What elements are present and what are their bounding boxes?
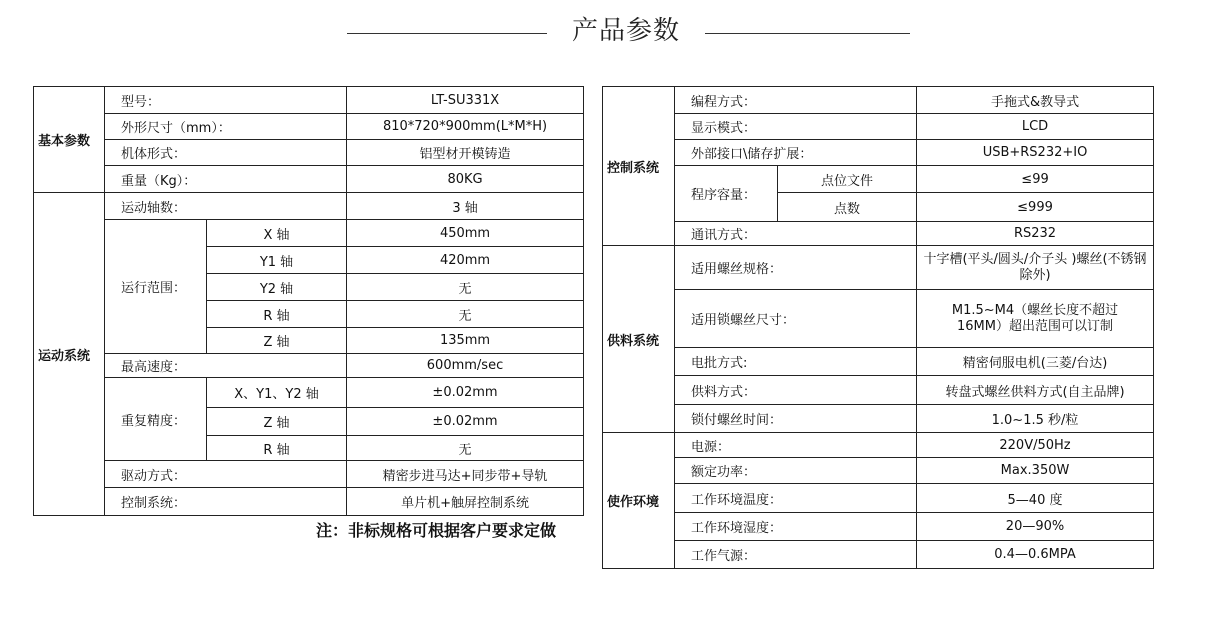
control-value: 单片机+触屏控制系统 (347, 488, 584, 516)
weight-label: 重量（Kg）： (105, 166, 347, 193)
capacity-value: ≤999 (917, 193, 1154, 222)
repeat-value: ±0.02mm (347, 378, 584, 408)
range-value: 135mm (347, 328, 584, 354)
custom-spec-note: 注：非标规格可根据客户要求定做 (316, 521, 557, 540)
table-row (34, 220, 584, 247)
repeat-value: 无 (347, 436, 584, 461)
size-value: 810*720*900mm(L*M*H) (347, 114, 584, 140)
comm-value: RS232 (917, 222, 1154, 246)
screw-size-value: M1.5~M4（螺丝长度不超过16MM）超出范围可以订制 (917, 290, 1154, 348)
prog-label: 编程方式： (675, 87, 917, 114)
range-axis: Z 轴 (207, 328, 347, 354)
feed-label: 供料方式： (675, 376, 917, 405)
rated-label: 额定功率： (675, 458, 917, 484)
table-row (603, 348, 1154, 376)
speed-value: 600mm/sec (347, 354, 584, 378)
axes-label: 运动轴数： (105, 193, 347, 220)
repeat-axis: R 轴 (207, 436, 347, 461)
model-value: LT-SU331X (347, 87, 584, 114)
section-basic: 基本参数 (34, 87, 105, 193)
humid-value: 20—90% (917, 513, 1154, 541)
table-row (603, 484, 1154, 513)
body-label: 机体形式： (105, 140, 347, 166)
feed-value: 转盘式螺丝供料方式(自主品牌) (917, 376, 1154, 405)
display-label: 显示模式： (675, 114, 917, 140)
humid-label: 工作环境湿度： (675, 513, 917, 541)
screw-spec-value: 十字槽(平头/圆头/介子头 )螺丝(不锈钢除外) (917, 246, 1154, 290)
control-label: 控制系统： (105, 488, 347, 516)
time-value: 1.0~1.5 秒/粒 (917, 405, 1154, 433)
range-axis: Y2 轴 (207, 274, 347, 301)
range-label: 运行范围： (105, 220, 207, 354)
spec-table-left (33, 86, 584, 516)
repeat-label: 重复精度： (105, 378, 207, 461)
range-value: 无 (347, 274, 584, 301)
air-label: 工作气源： (675, 541, 917, 569)
size-label: 外形尺寸（mm）： (105, 114, 347, 140)
table-row (34, 488, 584, 516)
table-row (603, 87, 1154, 114)
table-row (603, 376, 1154, 405)
title-divider-right (705, 33, 910, 34)
page-header (0, 8, 1224, 48)
section-control: 控制系统 (603, 87, 675, 246)
repeat-axis: Z 轴 (207, 408, 347, 436)
drive-value: 精密步进马达+同步带+导轨 (347, 461, 584, 488)
table-row (34, 354, 584, 378)
table-row (603, 513, 1154, 541)
table-row (34, 114, 584, 140)
range-axis: X 轴 (207, 220, 347, 247)
spec-table-right (602, 86, 1154, 569)
display-value: LCD (917, 114, 1154, 140)
range-value: 450mm (347, 220, 584, 247)
driver-value: 精密伺服电机(三菱/台达) (917, 348, 1154, 376)
temp-label: 工作环境温度： (675, 484, 917, 513)
page-title: 产品参数 (571, 16, 680, 46)
repeat-value: ±0.02mm (347, 408, 584, 436)
repeat-axis: X、Y1、Y2 轴 (207, 378, 347, 408)
screw-spec-label: 适用螺丝规格： (675, 246, 917, 290)
section-env: 使作环境 (603, 433, 675, 569)
air-value: 0.4—0.6MPA (917, 541, 1154, 569)
range-axis: R 轴 (207, 301, 347, 328)
capacity-item: 点位文件 (778, 166, 917, 193)
table-row (34, 87, 584, 114)
iface-label: 外部接口\储存扩展： (675, 140, 917, 166)
table-row (34, 378, 584, 408)
table-row (603, 222, 1154, 246)
driver-label: 电批方式: (675, 348, 917, 376)
range-value: 无 (347, 301, 584, 328)
body-value: 铝型材开模铸造 (347, 140, 584, 166)
rated-value: Max.350W (917, 458, 1154, 484)
table-row (603, 114, 1154, 140)
table-row (34, 461, 584, 488)
title-divider-left (347, 33, 547, 34)
table-row (603, 541, 1154, 569)
range-value: 420mm (347, 247, 584, 274)
drive-label: 驱动方式： (105, 461, 347, 488)
prog-value: 手拖式&教导式 (917, 87, 1154, 114)
range-axis: Y1 轴 (207, 247, 347, 274)
power-label: 电源： (675, 433, 917, 458)
table-row (603, 458, 1154, 484)
capacity-label: 程序容量： (675, 166, 778, 222)
table-row (603, 290, 1154, 348)
table-row (34, 193, 584, 220)
section-motion: 运动系统 (34, 193, 105, 516)
time-label: 锁付螺丝时间： (675, 405, 917, 433)
table-row (34, 140, 584, 166)
table-row (603, 246, 1154, 290)
temp-value: 5—40 度 (917, 484, 1154, 513)
capacity-value: ≤99 (917, 166, 1154, 193)
table-row (603, 433, 1154, 458)
table-row (603, 166, 1154, 193)
speed-label: 最高速度： (105, 354, 347, 378)
table-row (34, 166, 584, 193)
comm-label: 通讯方式： (675, 222, 917, 246)
axes-value: 3 轴 (347, 193, 584, 220)
section-feed: 供料系统 (603, 246, 675, 433)
table-row (603, 405, 1154, 433)
iface-value: USB+RS232+IO (917, 140, 1154, 166)
weight-value: 80KG (347, 166, 584, 193)
power-value: 220V/50Hz (917, 433, 1154, 458)
screw-size-label: 适用锁螺丝尺寸： (675, 290, 917, 348)
capacity-item: 点数 (778, 193, 917, 222)
model-label: 型号： (105, 87, 347, 114)
table-row (603, 140, 1154, 166)
